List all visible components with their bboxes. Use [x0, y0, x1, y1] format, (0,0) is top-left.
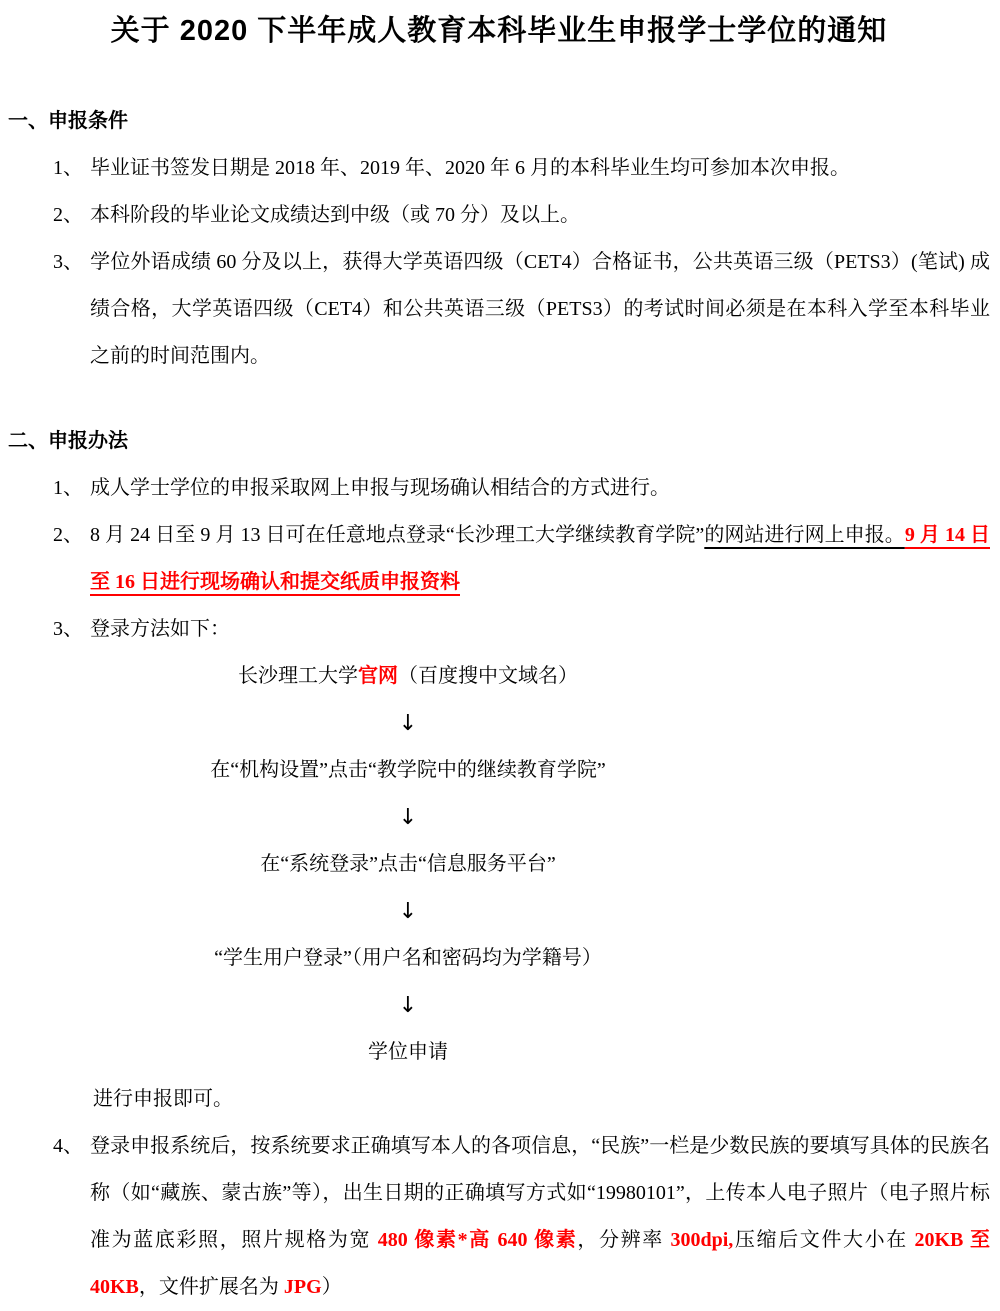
flow-step-official-site: [8, 653, 808, 700]
down-arrow-icon: ↓: [398, 711, 418, 736]
item-text: 登录方法如下：: [90, 618, 230, 640]
official-site-highlight: 官网: [358, 665, 398, 687]
item-number: 2、: [53, 204, 83, 226]
item-text: ，分辨率: [577, 1229, 671, 1251]
flow-step-student-login: “学生用户登录”（用户名和密码均为学籍号）: [214, 947, 602, 969]
condition-item-1: [8, 145, 990, 192]
deadline-highlight: 9 月 14 日至 16 日进行现场确认和提交纸质申报资料: [90, 524, 990, 593]
filesize-highlight: 20KB 至 40KB: [90, 1229, 991, 1298]
photo-size-highlight: 480 像素*高 640 像素: [377, 1229, 578, 1251]
method-item-2: [8, 512, 990, 606]
item-number: 3、: [53, 618, 83, 640]
item-number: 4、: [53, 1135, 83, 1157]
item-number: 2、: [53, 524, 83, 546]
section-methods-heading: 二、申报办法: [8, 430, 128, 452]
flow-step-system-login: 在“系统登录”点击“信息服务平台”: [260, 853, 556, 875]
item-number: 1、: [53, 157, 83, 179]
down-arrow-icon: ↓: [398, 899, 418, 924]
method-item-1: [8, 465, 990, 512]
flow-step-degree-apply: 学位申请: [368, 1041, 448, 1063]
method-item-3: [8, 606, 990, 653]
login-flow-diagram: [8, 653, 808, 1076]
method-item-4: [8, 1123, 990, 1311]
flow-step-org-setup: 在“机构设置”点击“教学院中的继续教育学院”: [210, 759, 606, 781]
flow-step-text: （百度搜中文域名）: [398, 665, 578, 687]
underlined-text: 的网站进行网上申报。: [704, 524, 905, 546]
filetype-highlight: JPG: [283, 1276, 322, 1298]
down-arrow-icon: ↓: [398, 805, 418, 830]
condition-item-3: [8, 239, 990, 380]
item-text: 毕业证书签发日期是 2018 年、2019 年、2020 年 6 月的本科毕业生均可参加本次申报。: [90, 157, 850, 179]
item-number: 3、: [53, 251, 83, 273]
dpi-highlight: 300dpi,: [670, 1229, 734, 1251]
item-text: 学位外语成绩 60 分及以上，获得大学英语四级（CET4）合格证书，公共英语三级（PETS3）(笔试) 成绩合格，大学英语四级（CET4）和公共英语三级（PETS3）的考试时间必须是在本科入学至本科毕业之前的时间范围内。: [90, 251, 990, 367]
item-number: 1、: [53, 477, 83, 499]
item-text: 压缩后文件大小在: [733, 1229, 915, 1251]
down-arrow-icon: ↓: [398, 993, 418, 1018]
flow-closing-note: 进行申报即可。: [93, 1088, 233, 1110]
item-text: 登录申报系统后，按系统要求正确填写本人的各项信息，“民族”一栏是少数民族的要填写具体的民族名称（如“藏族、蒙古族”等），出生日期的正确填写方式如“19980101”，上传本人电子照片（电子照片标准为蓝底彩照，照片规格为宽: [90, 1135, 990, 1251]
section-conditions-heading: 一、申报条件: [8, 110, 128, 132]
item-text: ，文件扩展名为: [138, 1276, 284, 1298]
item-text: 8 月 24 日至 9 月 13 日可在任意地点登录“长沙理工大学继续教育学院”: [90, 524, 705, 546]
item-text: 成人学士学位的申报采取网上申报与现场确认相结合的方式进行。: [90, 477, 670, 499]
item-text: 本科阶段的毕业论文成绩达到中级（或 70 分）及以上。: [90, 204, 580, 226]
flow-step-text: 长沙理工大学: [238, 665, 358, 687]
item-text: ）: [321, 1276, 342, 1298]
condition-item-2: [8, 192, 990, 239]
notice-title: 关于 2020 下半年成人教育本科毕业生申报学士学位的通知: [110, 15, 888, 47]
